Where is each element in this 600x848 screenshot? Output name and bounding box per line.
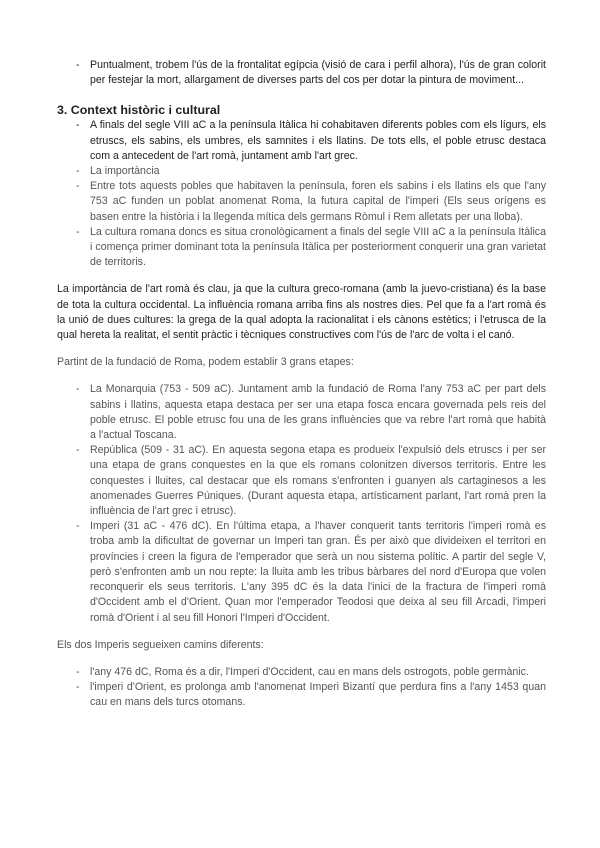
dash-bullet: - <box>76 119 80 132</box>
list-item <box>57 680 546 710</box>
list-item <box>57 58 546 88</box>
list-item <box>57 382 546 443</box>
stages-list <box>57 382 546 625</box>
list-item-text: La cultura romana doncs es situa cronològicament a finals del segle VIII aC a la península Itàlica i comença primer dominant tota la península Itàlica per posteriorment conquerir una gran varietat de territoris. <box>90 225 546 269</box>
list-item <box>57 443 546 519</box>
dash-bullet: - <box>76 180 80 193</box>
dash-bullet: - <box>76 383 80 396</box>
context-list <box>57 118 546 270</box>
dash-bullet: - <box>76 665 80 678</box>
dash-bullet: - <box>76 681 80 694</box>
importance-paragraph: La importància de l'art romà és clau, ja que la cultura greco-romana (amb la juevo-cristiana) és la base de tota la cultura occidental. La influència romana arriba fins als nostres dies. Pel que fa a l'art romà és la unió de dues cultures: la grega de la qual adopta la racionalitat i els cànons estètics; i l'etrusca de la qual hereta la realitat, el sentit pràctic i tècniques constructives com l'ús de l'arc de volta i el canó. <box>57 283 546 342</box>
list-item-text: La importància <box>90 165 160 178</box>
list-item <box>57 164 546 179</box>
list-item-text: Entre tots aquests pobles que habitaven la península, foren els sabins i els llatins els que l'any 753 aC funden un poblat anomenat Roma, la futura capital de l'imperi (Els seus orígens es basen entre la història i la llegenda mítica dels germans Ròmul i Rem alletats per una lloba). <box>90 180 546 223</box>
dash-bullet: - <box>76 444 80 457</box>
list-item-text: Imperi (31 aC - 476 dC). En l'última etapa, a l'haver conquerit tants territoris l'imperi romà es troba amb la dificultat de governar un Imperi tan gran. És per això que divideixen el territori en províncies i creen la figura de l'emperador que serà un nou sistema polític. A partir del segle V, però s'enfronten amb un nou repte: la lluita amb les tribus bàrbares del nord d'Europa que volen reconquerir els seus territoris. L'any 395 dC és la data l'inici de la fractura de l'imperi romà d'Occident amb el d'Orient. Quan mor l'emperador Teodosi que deixa al seu fill Arcadi, l'imperi romà d'Orient i al seu fill Honori l'Imperi d'Occident. <box>90 520 546 624</box>
list-item <box>57 665 546 680</box>
list-item-text: República (509 - 31 aC). En aquesta segona etapa es produeix l'expulsió dels etruscs i per ser una etapa de grans conquestes en la que els romans colonitzen diversos territoris. Entre les conquestes i lluites, cal destacar que els romans s'enfronten i guanyen als cartaginesos a les anomenades Guerres Púniques. (Durant aquesta etapa, artísticament parlant, l'art romà pren la influència de l'art grec i etrusc). <box>90 444 546 518</box>
document-page <box>57 58 546 711</box>
list-item-text: l'imperi d'Orient, es prolonga amb l'anomenat Imperi Bizantí que perdura fins a l'any 1453 quan cau en mans dels turcs otomans. <box>90 681 546 709</box>
empires-intro-paragraph: Els dos Imperis segueixen camins diferents: <box>57 638 264 651</box>
list-item-text: l'any 476 dC, Roma és a dir, l'Imperi d'Occident, cau en mans dels ostrogots, poble germànic. <box>90 665 529 678</box>
dash-bullet: - <box>76 520 80 533</box>
list-item <box>57 179 546 225</box>
section-heading: 3. Context històric i cultural <box>57 103 221 118</box>
dash-bullet: - <box>76 225 80 238</box>
list-item-text: La Monarquia (753 - 509 aC). Juntament amb la fundació de Roma l'any 753 aC per part dels sabins i llatins, aquesta etapa destaca per ser una etapa fosca encara governada pels reis del poble etrusc. El poble etrusc fou una de les grans influències que va rebre l'art romà que habità a l'actual Toscana. <box>90 383 546 442</box>
dash-bullet: - <box>76 165 80 178</box>
list-item <box>57 225 546 271</box>
list-item-text: A finals del segle VIII aC a la península Itàlica hi cohabitaven diferents pobles com els lígurs, els etruscs, els sabins, els umbres, els samnites i els llatins. De tots ells, el poble etrusc destaca com a antecedent de l'art romà, juntament amb l'art grec. <box>90 119 546 162</box>
empires-list <box>57 665 546 711</box>
list-item-text: Puntualment, trobem l'ús de la frontalitat egípcia (visió de cara i perfil alhora), l'ús de gran colorit per festejar la mort, allargament de diverses parts del cos per dotar la pintura de moviment... <box>90 59 546 87</box>
dash-bullet: - <box>76 59 80 71</box>
stages-intro-paragraph: Partint de la fundació de Roma, podem establir 3 grans etapes: <box>57 356 354 369</box>
list-item <box>57 519 546 625</box>
intro-list <box>57 58 546 88</box>
list-item <box>57 118 546 164</box>
